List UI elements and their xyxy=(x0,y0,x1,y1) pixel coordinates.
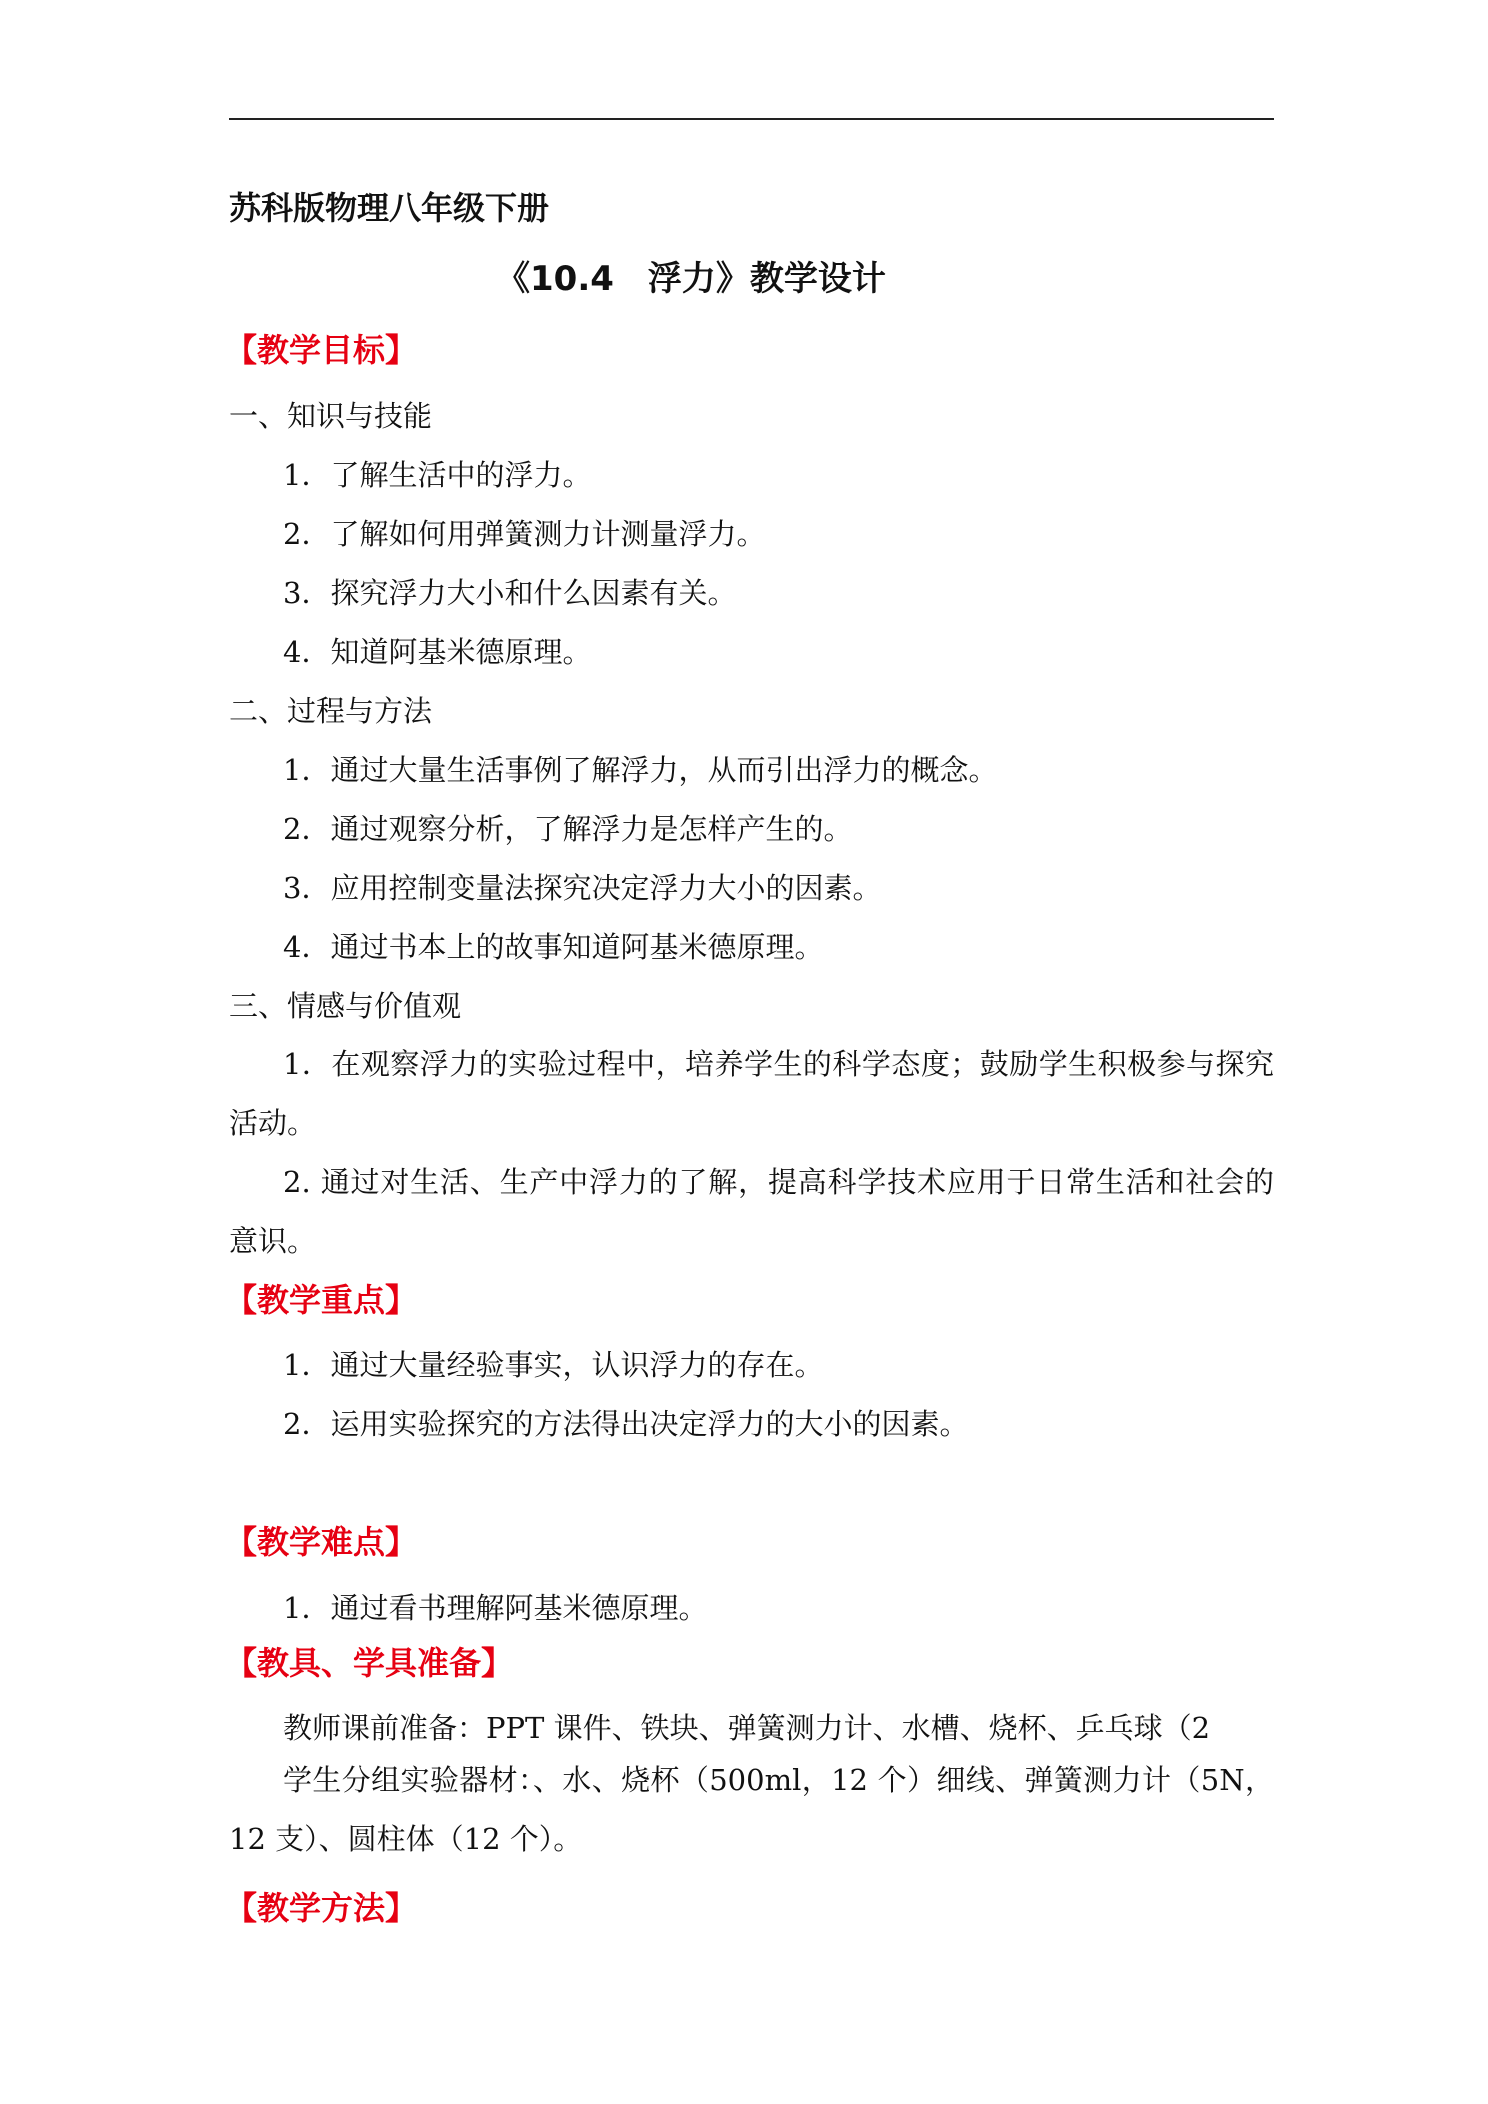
list-item: 2. 通过对生活、生产中浮力的了解，提高科学技术应用于日常生活和社会的意识。 xyxy=(229,1165,1274,1258)
book-title: 苏科版物理八年级下册 xyxy=(229,189,550,227)
list-item: 3．应用控制变量法探究决定浮力大小的因素。 xyxy=(283,871,882,905)
list-item: 1．通过大量经验事实，认识浮力的存在。 xyxy=(283,1348,824,1382)
list-item: 1．通过看书理解阿基米德原理。 xyxy=(283,1591,708,1625)
difficulties-heading: 【教学难点】 xyxy=(225,1523,418,1561)
methods-heading: 【教学方法】 xyxy=(225,1889,418,1927)
process-title: 二、过程与方法 xyxy=(229,694,433,728)
list-item: 2．了解如何用弹簧测力计测量浮力。 xyxy=(283,517,766,551)
list-item: 4．知道阿基米德原理。 xyxy=(283,635,592,669)
student-materials: 学生分组实验器材：、水、烧杯（500ml，12 个）细线、弹簧测力计（5N， 12 支）、圆柱体（12 个）。 xyxy=(229,1763,1274,1856)
knowledge-title: 一、知识与技能 xyxy=(229,399,433,433)
objectives-heading: 【教学目标】 xyxy=(225,331,418,369)
list-item: 4．通过书本上的故事知道阿基米德原理。 xyxy=(283,930,824,964)
list-item: 2．运用实验探究的方法得出决定浮力的大小的因素。 xyxy=(283,1407,969,1441)
key-points-heading: 【教学重点】 xyxy=(225,1281,418,1319)
list-item: 1．在观察浮力的实验过程中，培养学生的科学态度；鼓励学生积极参与探究活动。 xyxy=(229,1047,1274,1140)
list-item: 2．通过观察分析，了解浮力是怎样产生的。 xyxy=(283,812,853,846)
header-rule xyxy=(229,118,1274,120)
teacher-preparation: 教师课前准备：PPT 课件、铁块、弹簧测力计、水槽、烧杯、乒乓球（2 xyxy=(283,1711,1211,1745)
list-item: 1．了解生活中的浮力。 xyxy=(283,458,592,492)
document-title: 《10.4 浮力》教学设计 xyxy=(496,259,886,299)
attitude-title: 三、情感与价值观 xyxy=(229,989,462,1023)
preparation-heading: 【教具、学具准备】 xyxy=(225,1644,514,1682)
list-item: 1．通过大量生活事例了解浮力，从而引出浮力的概念。 xyxy=(283,753,998,787)
list-item: 3．探究浮力大小和什么因素有关。 xyxy=(283,576,737,610)
